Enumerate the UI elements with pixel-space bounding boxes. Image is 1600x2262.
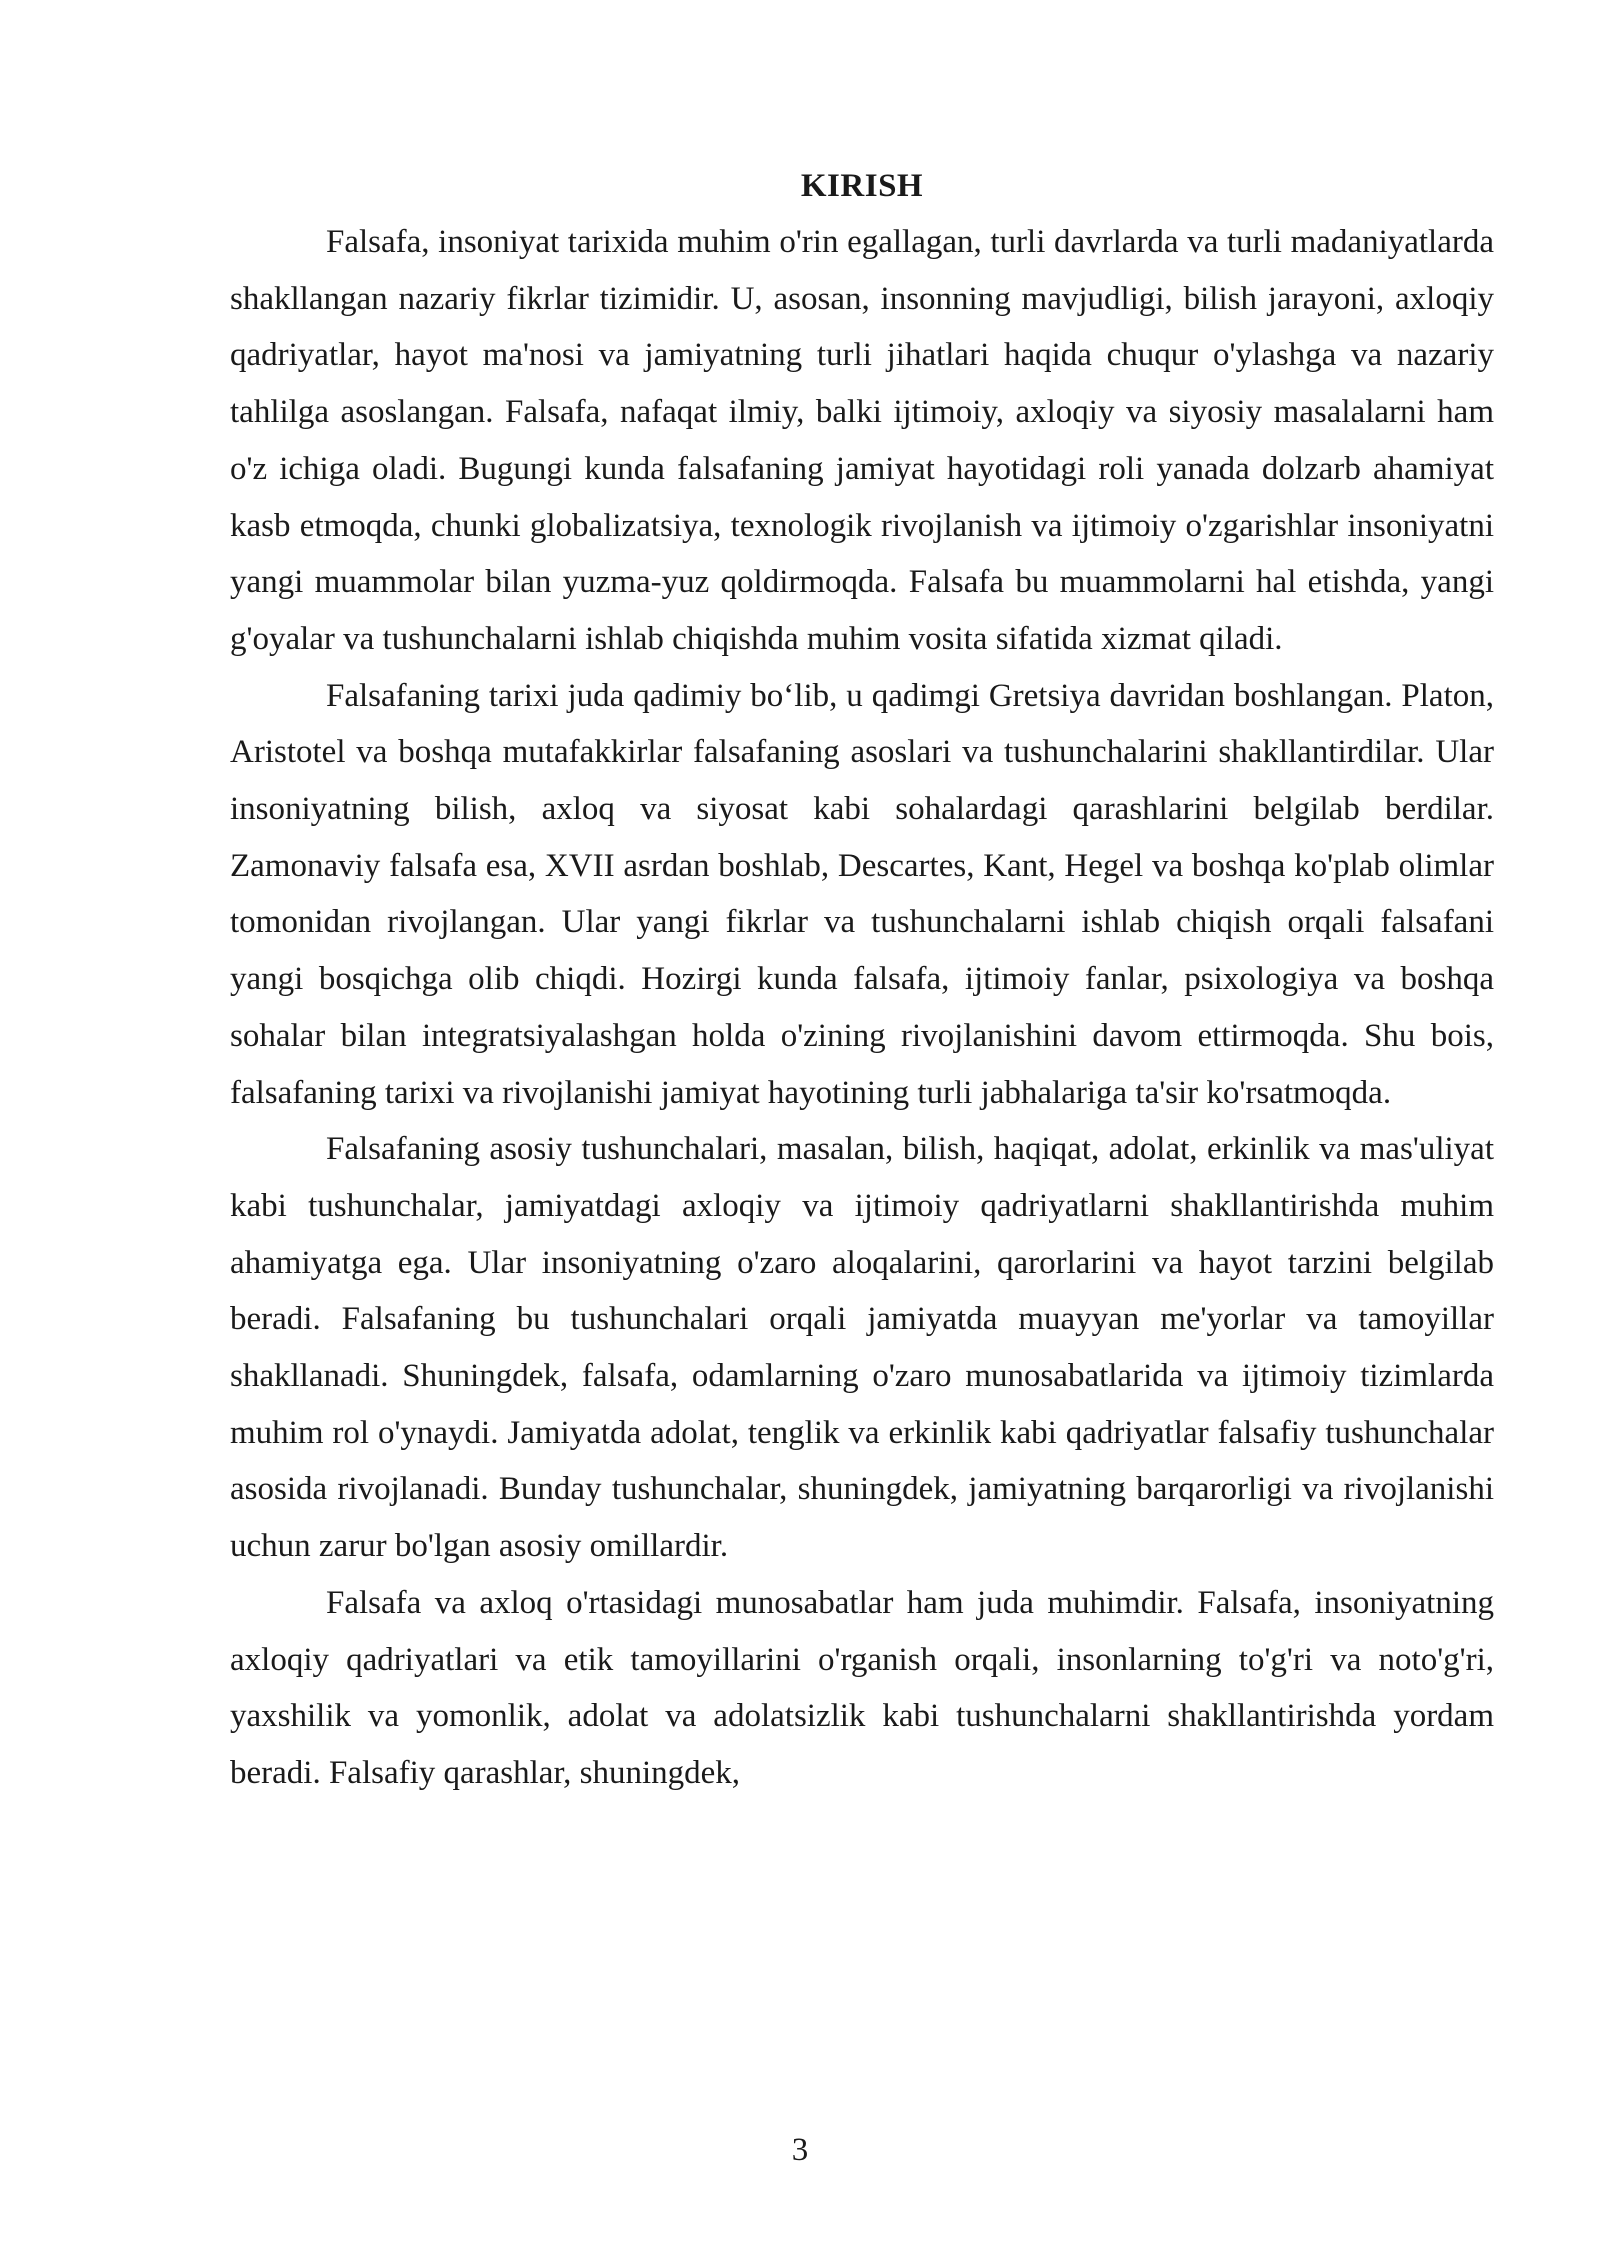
paragraph-ethics: Falsafa va axloq o'rtasidagi munosabatlar ham juda muhimdir. Falsafa, insoniyatning axloqiy qadriyatlari va etik tamoyillarini o'rganish orqali, insonlarning to'g'ri va noto'g'ri, yaxshilik va yomonlik, adolat va adolatsizlik kabi tushunchalarni shakllantirishda yordam beradi. Falsafiy qarashlar, shuningdek, — [230, 1584, 1494, 1791]
page-body — [230, 158, 1494, 1802]
section-title: KIRISH — [800, 168, 924, 204]
paragraph-concepts: Falsafaning asosiy tushunchalari, masalan, bilish, haqiqat, adolat, erkinlik va mas'uliyat kabi tushunchalar, jamiyatdagi axloqiy va ijtimoiy qadriyatlarni shakllantirishda muhim ahamiyatga ega. Ular insoniyatning o'zaro aloqalarini, qarorlarini va hayot tarzini belgilab beradi. Falsafaning bu tushunchalari orqali jamiyatda muayyan me'yorlar va tamoyillar shakllanadi. Shuningdek, falsafa, odamlarning o'zaro munosabatlarida va ijtimoiy tizimlarda muhim rol o'ynaydi. Jamiyatda adolat, tenglik va erkinlik kabi qadriyatlar falsafiy tushunchalar asosida rivojlanadi. Bunday tushunchalar, shuningdek, jamiyatning barqarorligi va rivojlanishi uchun zarur bo'lgan asosiy omillardir. — [230, 1131, 1494, 1565]
paragraph-intro: Falsafa, insoniyat tarixida muhim o'rin egallagan, turli davrlarda va turli madaniyatlarda shakllangan nazariy fikrlar tizimidir. U, asosan, insonning mavjudligi, bilish jarayoni, axloqiy qadriyatlar, hayot ma'nosi va jamiyatning turli jihatlari haqida chuqur o'ylashga va nazariy tahlilga asoslangan. Falsafa, nafaqat ilmiy, balki ijtimoiy, axloqiy va siyosiy masalalarni ham o'z ichiga oladi. Bugungi kunda falsafaning jamiyat hayotidagi roli yanada dolzarb ahamiyat kasb etmoqda, chunki globalizatsiya, texnologik rivojlanish va ijtimoiy o'zgarishlar insoniyatni yangi muammolar bilan yuzma-yuz qoldirmoqda. Falsafa bu muammolarni hal etishda, yangi g'oyalar va tushunchalarni ishlab chiqishda muhim vosita sifatida xizmat qiladi. — [230, 224, 1494, 657]
page-number: 3 — [791, 2132, 809, 2168]
paragraph-history: Falsafaning tarixi juda qadimiy bo‘lib, u qadimgi Gretsiya davridan boshlangan. Platon, Aristotel va boshqa mutafakkirlar falsafaning asoslari va tushunchalarini shakllantirdilar. Ular insoniyatning bilish, axloq va siyosat kabi sohalardagi qarashlarini belgilab berdilar. Zamonaviy falsafa esa, XVII asrdan boshlab, Descartes, Kant, Hegel va boshqa ko'plab olimlar tomonidan rivojlangan. Ular yangi fikrlar va tushunchalarni ishlab chiqish orqali falsafani yangi bosqichga olib chiqdi. Hozirgi kunda falsafa, ijtimoiy fanlar, psixologiya va boshqa sohalar bilan integratsiyalashgan holda o'zining rivojlanishini davom ettirmoqda. Shu bois, falsafaning tarixi va rivojlanishi jamiyat hayotining turli jabhalariga ta'sir ko'rsatmoqda. — [230, 677, 1494, 1111]
